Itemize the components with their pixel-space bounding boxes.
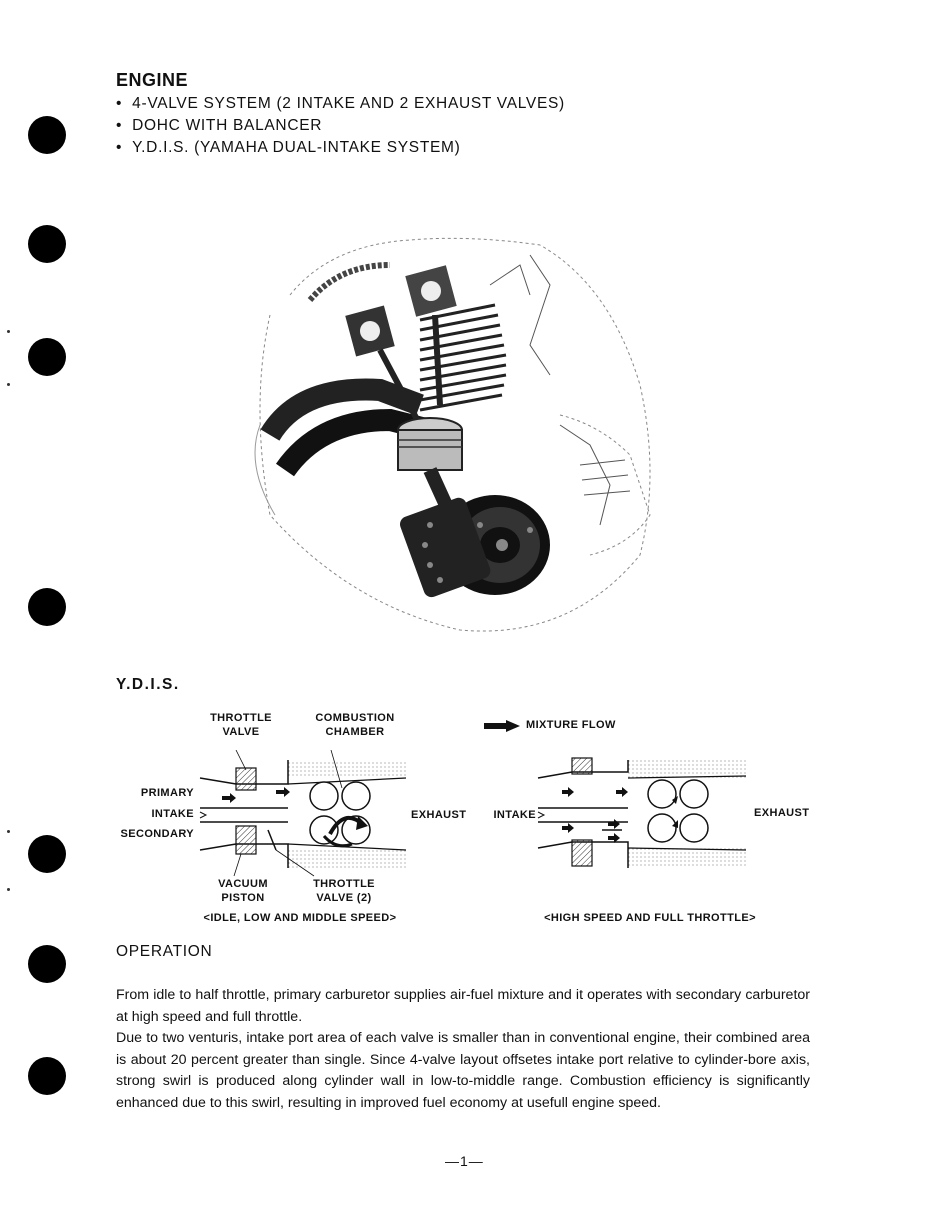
label-intake-left: INTAKE bbox=[151, 808, 194, 820]
ydis-heading: Y.D.I.S. bbox=[116, 676, 180, 693]
punch-hole-7 bbox=[28, 1057, 66, 1095]
label-vacuum-piston: VACUUM PISTON bbox=[218, 878, 268, 904]
feature-item: • Y.D.I.S. (YAMAHA DUAL-INTAKE SYSTEM) bbox=[116, 137, 565, 159]
label-exhaust-left: EXHAUST bbox=[411, 809, 467, 821]
label-primary: PRIMARY bbox=[140, 787, 194, 799]
feature-item: • DOHC WITH BALANCER bbox=[116, 115, 565, 137]
ydis-diagram-high-speed bbox=[536, 752, 750, 876]
scan-speck bbox=[7, 888, 10, 891]
scan-speck bbox=[7, 383, 10, 386]
engine-cutaway-illustration bbox=[230, 225, 670, 640]
operation-paragraph: Due to two venturis, intake port area of each valve is smaller than in conventional engine, their combined area is about 20 percent greater than single. Since 4-valve layout offsetes intake port relative to cylinder-bore axis, strong swirl is produced along cylinder wall in low-to-middle range. Combustion efficiency is significantly enhanced due to this swirl, resulting in improved fuel economy at usefull engine speed. bbox=[116, 1030, 810, 1111]
scan-speck bbox=[7, 330, 10, 333]
ydis-diagram-idle-low-middle bbox=[196, 750, 410, 878]
label-intake-right: INTAKE bbox=[493, 809, 536, 821]
punch-hole-2 bbox=[28, 225, 66, 263]
legend-mixture-flow: MIXTURE FLOW bbox=[526, 719, 616, 731]
label-exhaust-right: EXHAUST bbox=[754, 807, 810, 819]
caption-idle-low-middle: <IDLE, LOW AND MIDDLE SPEED> bbox=[203, 912, 397, 924]
page-number: —1— bbox=[445, 1153, 484, 1169]
mixture-flow-arrow-icon bbox=[484, 720, 520, 732]
engine-heading: ENGINE bbox=[116, 70, 189, 90]
label-secondary: SECONDARY bbox=[120, 828, 194, 840]
label-throttle-valve-2: THROTTLE VALVE (2) bbox=[313, 878, 375, 904]
scan-speck bbox=[7, 830, 10, 833]
label-throttle-valve: THROTTLE VALVE bbox=[210, 712, 272, 738]
label-combustion-chamber: COMBUSTION CHAMBER bbox=[315, 712, 395, 738]
operation-heading: OPERATION bbox=[116, 943, 213, 960]
operation-body bbox=[116, 985, 810, 1115]
punch-hole-1 bbox=[28, 116, 66, 154]
punch-hole-5 bbox=[28, 835, 66, 873]
operation-paragraph: From idle to half throttle, primary carburetor supplies air-fuel mixture and it operates with secondary carburetor at high speed and full throttle. bbox=[116, 987, 810, 1025]
engine-feature-list bbox=[116, 93, 565, 159]
feature-item: • 4-VALVE SYSTEM (2 INTAKE AND 2 EXHAUST VALVES) bbox=[116, 93, 565, 115]
punch-hole-6 bbox=[28, 945, 66, 983]
punch-hole-4 bbox=[28, 588, 66, 626]
punch-hole-3 bbox=[28, 338, 66, 376]
caption-high-speed-full-throttle: <HIGH SPEED AND FULL THROTTLE> bbox=[544, 912, 756, 924]
